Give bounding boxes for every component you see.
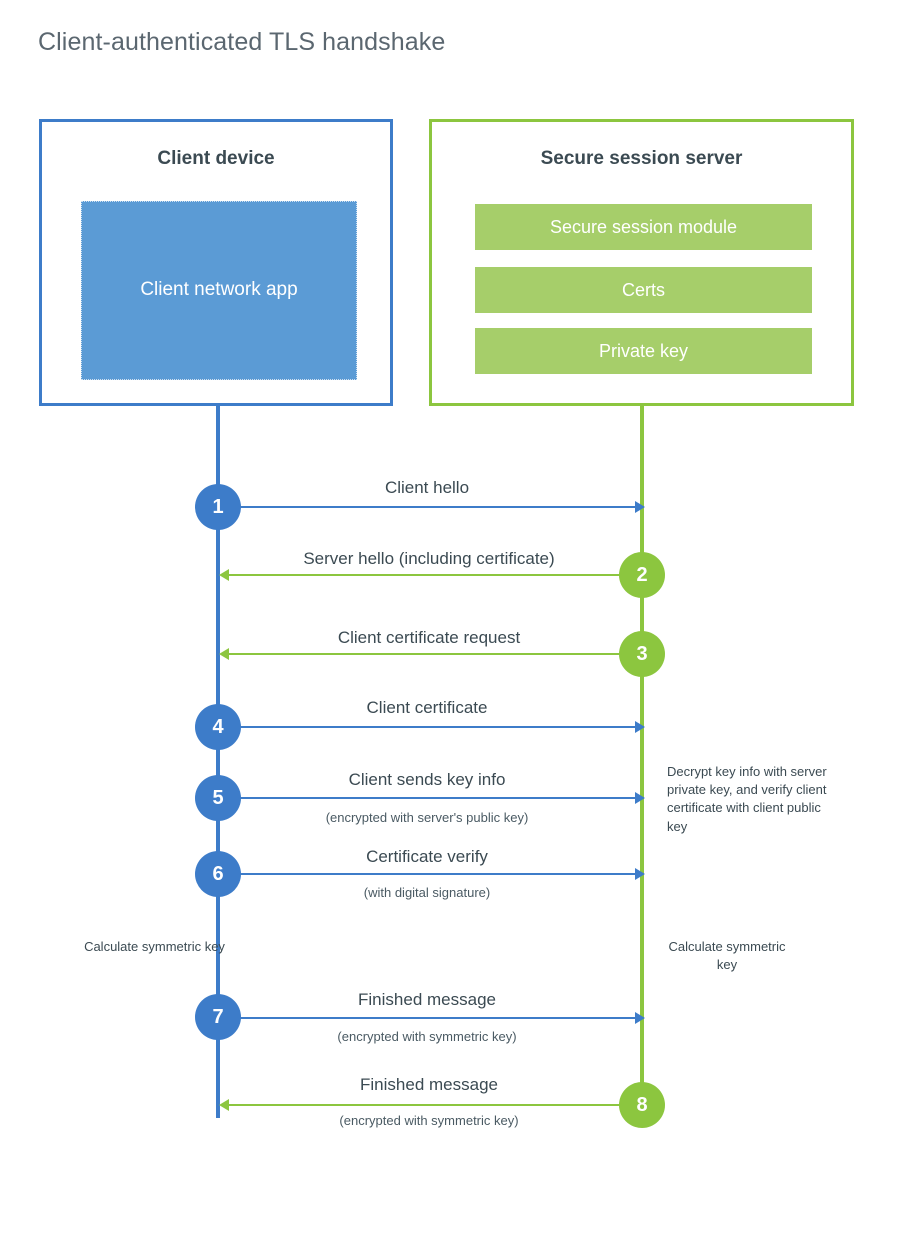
client-device-box	[39, 119, 393, 406]
arrowhead-left-icon	[219, 648, 229, 660]
step-marker-4: 4	[195, 704, 241, 750]
sublabel-step-5: (encrypted with server's public key)	[325, 810, 529, 825]
arrow-step-5	[218, 797, 636, 799]
server-item-private-key: Private key	[475, 328, 812, 374]
label-step-5: Client sends key info	[348, 770, 506, 789]
arrow-step-7	[218, 1017, 636, 1019]
label-step-8: Finished message	[360, 1075, 498, 1094]
page-title: Client-authenticated TLS handshake	[38, 28, 446, 56]
label-step-6: Certificate verify	[366, 847, 488, 866]
step-marker-2: 2	[619, 552, 665, 598]
arrow-step-6	[218, 873, 636, 875]
arrow-step-3	[228, 653, 638, 655]
label-step-1: Client hello	[384, 478, 470, 497]
step-marker-7: 7	[195, 994, 241, 1040]
arrowhead-right-icon	[635, 792, 645, 804]
server-item-secure-session-module: Secure session module	[475, 204, 812, 250]
server-item-certs: Certs	[475, 267, 812, 313]
step-marker-3: 3	[619, 631, 665, 677]
note-client-calculate-symmetric-key: Calculate symmetric key	[84, 939, 225, 954]
client-device-title: Client device	[157, 148, 275, 169]
arrow-step-8	[228, 1104, 638, 1106]
sublabel-step-7: (encrypted with symmetric key)	[337, 1029, 517, 1044]
arrowhead-right-icon	[635, 868, 645, 880]
secure-session-server-title: Secure session server	[540, 148, 743, 169]
client-network-app: Client network app	[81, 201, 357, 380]
step-marker-6: 6	[195, 851, 241, 897]
step-marker-5: 5	[195, 775, 241, 821]
sublabel-step-6: (with digital signature)	[363, 885, 491, 900]
label-step-3: Client certificate request	[337, 628, 521, 647]
arrowhead-left-icon	[219, 569, 229, 581]
arrow-step-4	[218, 726, 636, 728]
label-step-4: Client certificate	[366, 698, 488, 717]
note-server-decrypt: Decrypt key info with server private key, and verify client certificate with client public key	[667, 764, 827, 834]
arrowhead-left-icon	[219, 1099, 229, 1111]
arrowhead-right-icon	[635, 501, 645, 513]
arrowhead-right-icon	[635, 721, 645, 733]
label-step-2: Server hello (including certificate)	[303, 549, 555, 568]
step-marker-1: 1	[195, 484, 241, 530]
label-step-7: Finished message	[358, 990, 496, 1009]
note-server-calculate-symmetric-key: Calculate symmetric key	[668, 939, 786, 973]
arrow-step-2	[228, 574, 638, 576]
sublabel-step-8: (encrypted with symmetric key)	[339, 1113, 519, 1128]
arrowhead-right-icon	[635, 1012, 645, 1024]
step-marker-8: 8	[619, 1082, 665, 1128]
arrow-step-1	[218, 506, 636, 508]
secure-session-server-box	[429, 119, 854, 406]
